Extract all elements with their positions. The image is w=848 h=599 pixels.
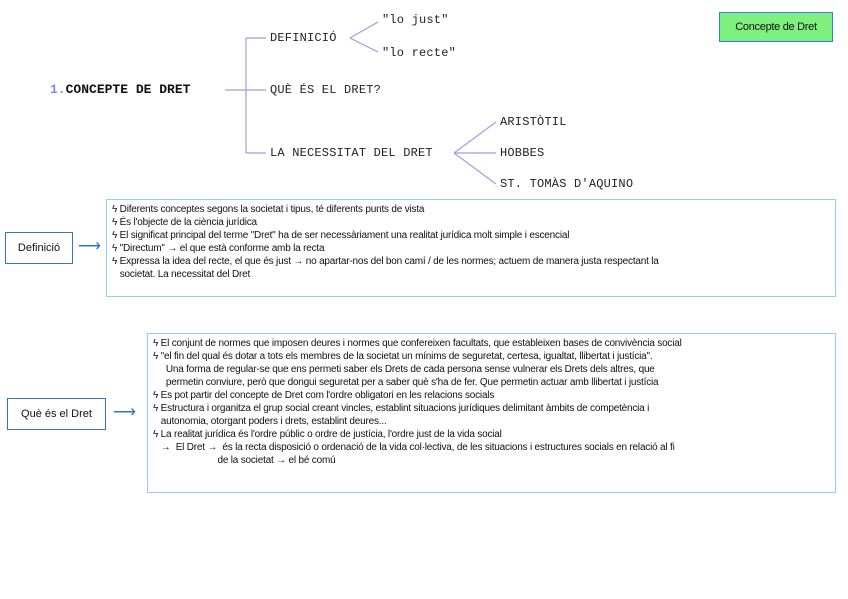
map-title <box>50 82 190 97</box>
definicio-box <box>106 199 836 297</box>
que-es-line: ϟ La realitat jurídica és l'ordre públic o ordre de justícia, l'ordre just de la vida social <box>153 429 502 440</box>
definicio-label: Definició <box>5 232 73 264</box>
definicio-line: ϟ Expressa la idea del recte, el que és just → no apartar-nos del bon camí / de les normes; actuem de manera justa respectant la <box>112 256 659 267</box>
concept-map-lines <box>0 0 848 200</box>
que-es-line: ϟ "el fin del qual és dotar a tots els membres de la societat un mínims de seguretat, certesa, igualtat, llibertat i justícia". <box>153 351 653 362</box>
que-es-label: Què és el Dret <box>7 398 106 430</box>
que-es-line: autonomia, otorgant poders i drets, establint deures... <box>153 416 387 427</box>
que-es-line: ϟ Estructura i organitza el grup social creant vincles, establint situacions jurídiques delimitant àmbits de competència i <box>153 403 650 414</box>
definicio-line: ϟ Diferents conceptes segons la societat i tipus, té diferents punts de vista <box>112 204 425 215</box>
definicio-line: ϟ El significat principal del terme "Dret" ha de ser necessàriament una realitat jurídica molt simple i escencial <box>112 230 570 241</box>
que-es-line: Una forma de regular-se que ens permeti saber els Drets de cada persona sense vulnerar els Drets dels altres, que <box>153 364 655 375</box>
branch-aristotil: ARISTÒTIL <box>500 115 567 129</box>
sub-1b-line <box>350 38 378 52</box>
que-es-line: de la societat → el bé comú <box>153 455 336 466</box>
map-title-number: 1. <box>50 82 66 97</box>
definicio-line: societat. La necessitat del Dret <box>112 269 251 280</box>
definicio-line: ϟ "Directum" → el que està conforme amb la recta <box>112 243 325 254</box>
branch-que-es: QUÈ ÉS EL DRET? <box>270 83 382 97</box>
definicio-arrow-icon: ⟶ <box>78 238 101 255</box>
sub-3c-line <box>454 153 496 184</box>
que-es-arrow-icon: ⟶ <box>113 404 136 421</box>
branch-lo-recte: "lo recte" <box>382 46 457 60</box>
branch-hobbes: HOBBES <box>500 146 545 160</box>
branch-definicio: DEFINICIÓ <box>270 31 337 45</box>
que-es-box <box>147 333 836 493</box>
topic-tag: Concepte de Dret <box>719 12 833 42</box>
que-es-line: ϟ Es pot partir del concepte de Dret com l'ordre obligatori en les relacions socials <box>153 390 495 401</box>
que-es-line: permetin conviure, però que dongui seguretat per a saber què s'ha de fer. Que permetin actuar amb llibertat i justícia <box>153 377 659 388</box>
branch-tomas: ST. TOMÀS D'AQUINO <box>500 177 634 191</box>
sub-3a-line <box>454 122 496 153</box>
branch-lo-just: "lo just" <box>382 13 449 27</box>
sub-1a-line <box>350 22 378 38</box>
map-title-text: CONCEPTE DE DRET <box>65 82 191 97</box>
branch-necessitat: LA NECESSITAT DEL DRET <box>270 146 433 160</box>
definicio-line: ϟ És l'objecte de la ciència jurídica <box>112 217 257 228</box>
que-es-line: → El Dret → és la recta disposició o ordenació de la vida col·lectiva, de les situacions i estructures socials en relació al fi <box>153 442 675 453</box>
que-es-line: ϟ El conjunt de normes que imposen deures i normes que confereixen facultats, que estableixen bases de convivència social <box>153 338 682 349</box>
